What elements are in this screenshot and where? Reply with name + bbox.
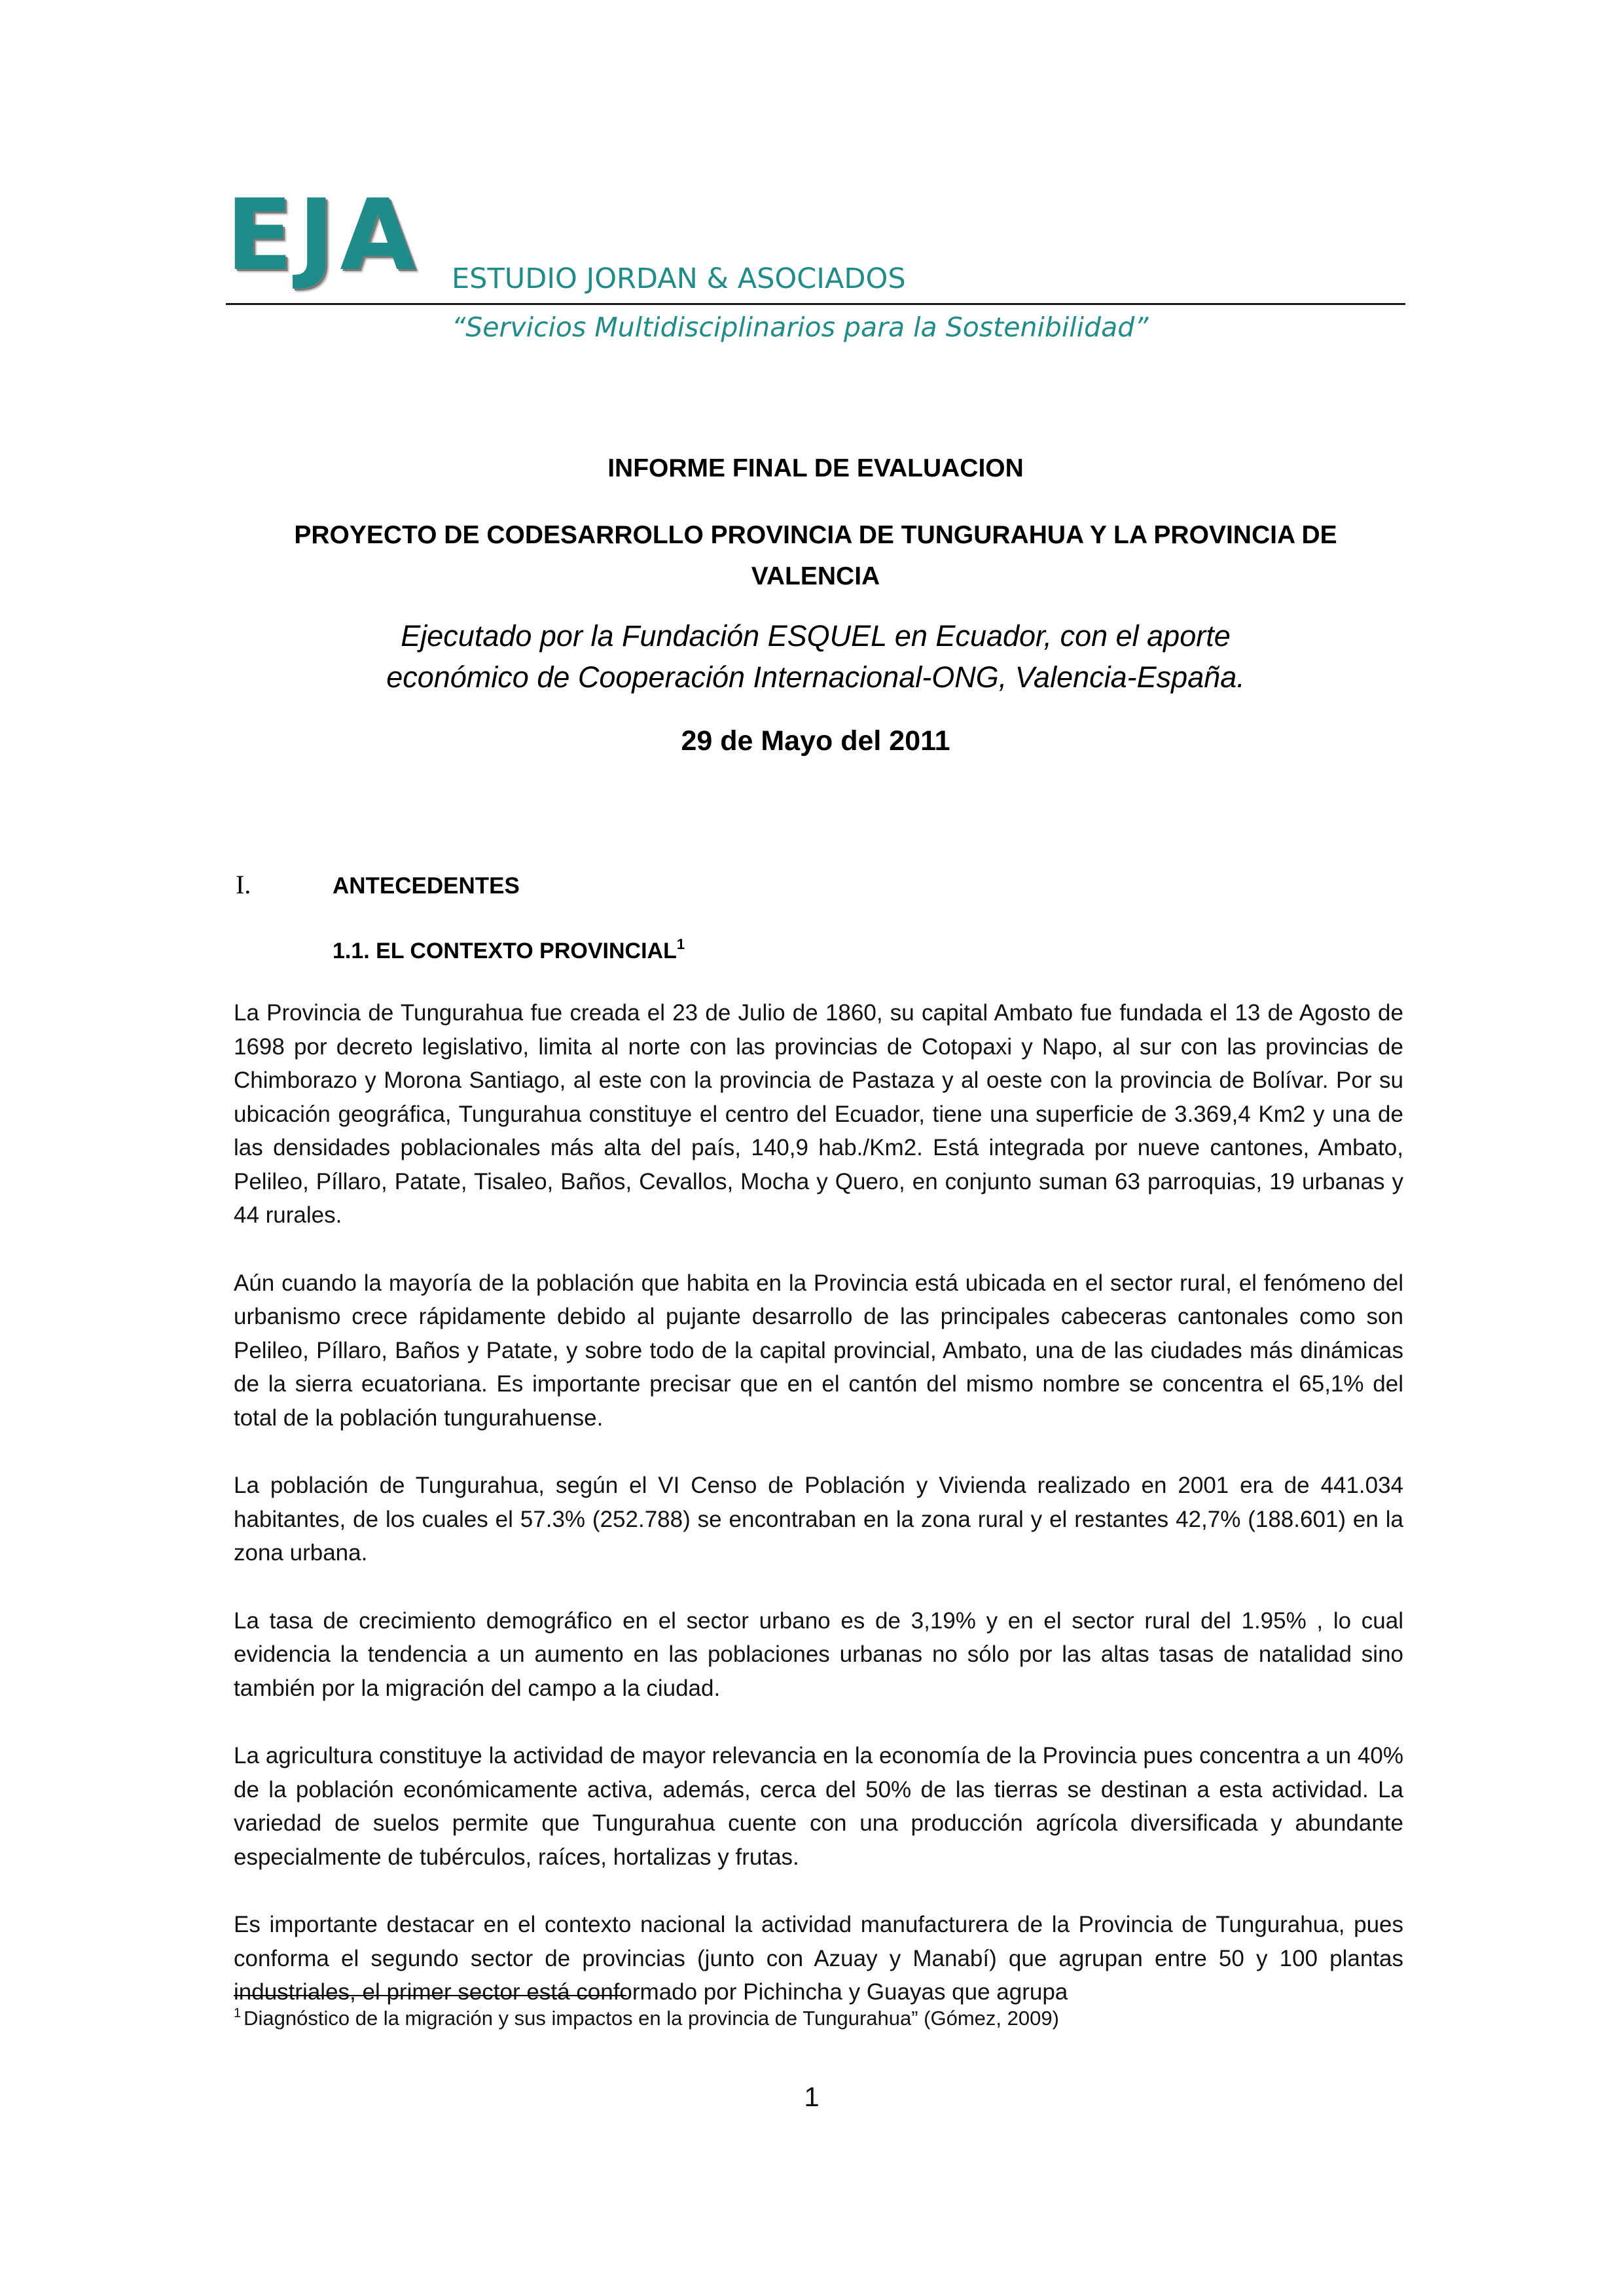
firm-tagline: “Servicios Multidisciplinarios para la Sostenibilidad” [452,312,1149,343]
eja-logo: EJA [226,179,422,293]
paragraph: La Provincia de Tungurahua fue creada el 23 de Julio de 1860, su capital Ambato fue fundada el 13 de Agosto de 1698 por decreto legislativo, limita al norte con las provincias de Cotopaxi y Napo, al sur con las provincias de Chimborazo y Morona Santiago, al este con la provincia de Pastaza y al oeste con la provincia de Bolívar. Por su ubicación geográfica, Tungurahua constituye el centro del Ecuador, tiene una superficie de 3.369,4 Km2 y una de las densidades poblacionales más alta del país, 140,9 hab./Km2. Está integrada por nueve cantones, Ambato, Pelileo, Píllaro, Patate, Tisaleo, Baños, Cevallos, Mocha y Quero, en conjunto suman 63 parroquias, 19 urbanas y 44 rurales. [234,1000,1403,1228]
report-title: INFORME FINAL DE EVALUACION [607,454,1024,482]
project-title: PROYECTO DE CODESARROLLO PROVINCIA DE TUNGURAHUA Y LA PROVINCIA DE VALENCIA [294,521,1337,590]
header-divider [226,303,1405,305]
subsection-title [333,934,685,968]
footnote-divider [234,1995,626,1996]
page-number: 1 [804,2081,820,2112]
body-text [234,996,1403,2043]
executed-by: Ejecutado por la Fundación ESQUEL en Ecuador, con el aporte económico de Cooperación Internacional-ONG, Valencia-España. [386,619,1245,694]
paragraph: Es importante destacar en el contexto nacional la actividad manufacturera de la Provincia de Tungurahua, pues conforma el segundo sector de provincias (junto con Azuay y Manabí) que agrupan entre 50 y 100 plantas industriales, el primer sector está conformado por Pichincha y Guayas que agrupa [234,1912,1403,2005]
footnote-text: Diagnóstico de la migración y sus impactos en la provincia de Tungurahua” (Gómez, 2009) [244,2007,1059,2030]
section-number: I. [236,870,251,899]
paragraph: Aún cuando la mayoría de la población que habita en la Provincia está ubicada en el sector rural, el fenómeno del urbanismo crece rápidamente debido al pujante desarrollo de las principales cabeceras cantonales como son Pelileo, Píllaro, Baños y Patate, y sobre todo de la capital provincial, Ambato, una de las ciudades más dinámicas de la sierra ecuatoriana. Es importante precisar que en el cantón del mismo nombre se concentra el 65,1% del total de la población tungurahuense. [234,1270,1403,1431]
firm-name: ESTUDIO JORDAN & ASOCIADOS [452,262,906,295]
title-block [226,452,1405,758]
section-title: ANTECEDENTES [333,873,520,899]
footnote-reference: 1 [676,936,685,952]
paragraph: La agricultura constituye la actividad de mayor relevancia en la economía de la Provincia pues concentra a un 40% de la población económicamente activa, además, cerca del 50% de las tierras se destinan a esta actividad. La variedad de suelos permite que Tungurahua cuente con una producción agrícola diversificada y abundante especialmente de tubérculos, raíces, hortalizas y frutas. [234,1743,1403,1870]
footnote [234,2004,1403,2033]
paragraph: La tasa de crecimiento demográfico en el sector urbano es de 3,19% y en el sector rural del 1.95% , lo cual evidencia la tendencia a un aumento en las poblaciones urbanas no sólo por las altas tasas de natalidad sino también por la migración del campo a la ciudad. [234,1607,1403,1701]
paragraph: La población de Tungurahua, según el VI Censo de Población y Vivienda realizado en 2001 era de 441.034 habitantes, de los cuales el 57.3% (252.788) se encontraban en la zona rural y el restantes 42,7% (188.601) en la zona urbana. [234,1473,1403,1566]
footnote-mark: 1 [234,2006,242,2020]
subsection-title-text: 1.1. EL CONTEXTO PROVINCIAL [333,939,677,963]
report-date: 29 de Mayo del 2011 [681,725,950,757]
